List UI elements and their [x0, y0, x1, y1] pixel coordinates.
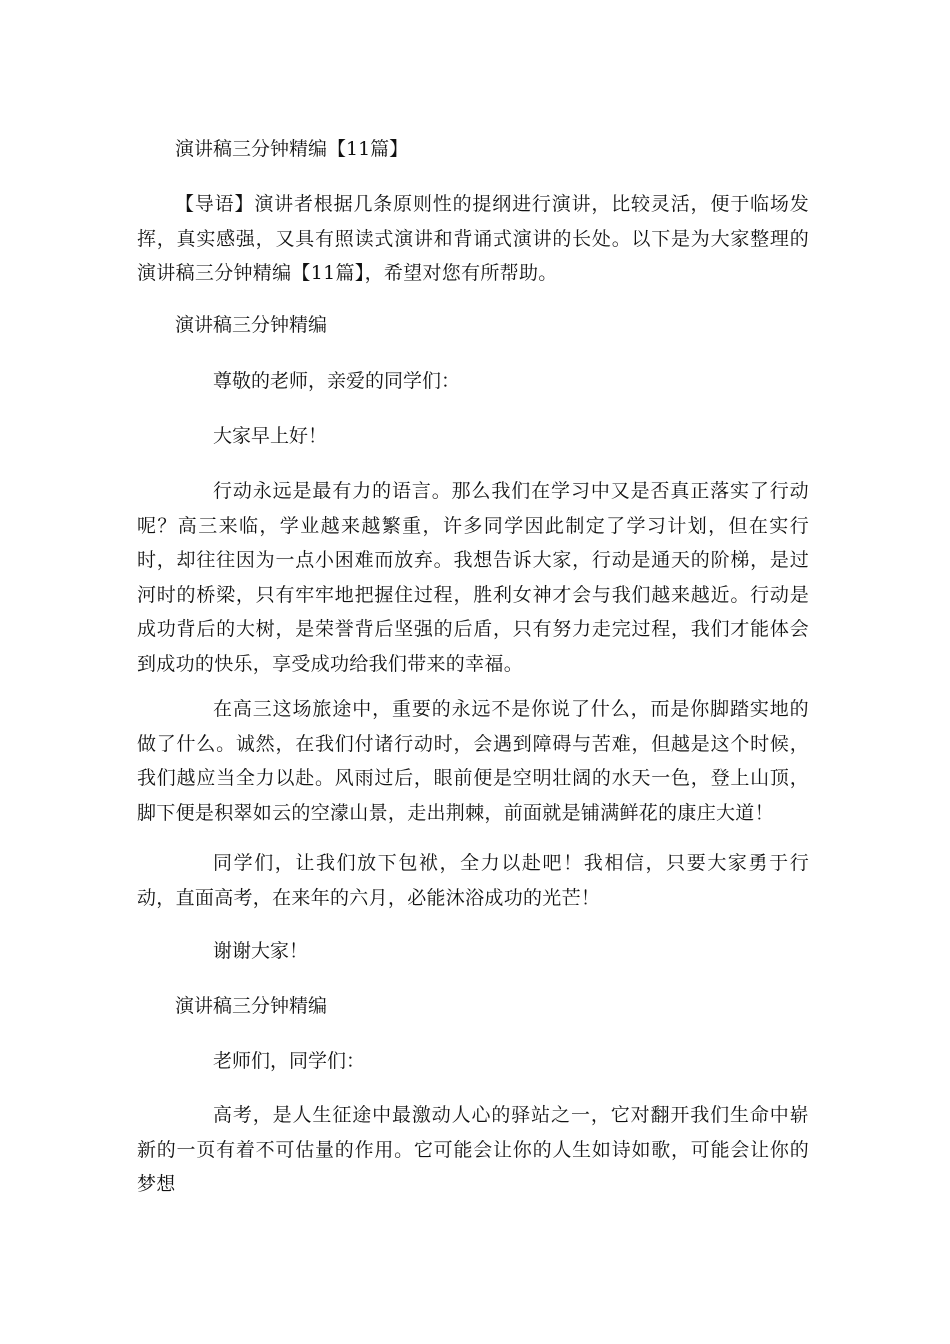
- speech1-salutation: 尊敬的老师，亲爱的同学们：: [213, 370, 461, 392]
- intro-paragraph: 【导语】演讲者根据几条原则性的提纲进行演讲，比较灵活，便于临场发挥，真实感强，又具有照读式演讲和背诵式演讲的长处。以下是为大家整理的演讲稿三分钟精编【11篇】，希望对您有所帮助。: [137, 193, 809, 284]
- speech1-heading: 演讲稿三分钟精编: [175, 314, 328, 336]
- speech1-greeting: 大家早上好！: [213, 425, 328, 447]
- speech1-paragraph-2: 在高三这场旅途中，重要的永远不是你说了什么，而是你脚踏实地的做了什么。诚然，在我们付诸行动时，会遇到障碍与苦难，但越是这个时候，我们越应当全力以赴。风雨过后，眼前便是空明壮阔的水天一色，登上山顶，脚下便是积翠如云的空濛山景，走出荆棘，前面就是铺满鲜花的康庄大道！: [137, 698, 809, 824]
- speech1-closing: 谢谢大家！: [213, 940, 309, 962]
- speech2-paragraph-1: 高考，是人生征途中最激动人心的驿站之一，它对翻开我们生命中崭新的一页有着不可估量的作用。它可能会让你的人生如诗如歌，可能会让你的梦想: [137, 1104, 809, 1195]
- document-title: 演讲稿三分钟精编【11篇】: [175, 138, 409, 160]
- speech2-salutation: 老师们，同学们：: [213, 1050, 366, 1072]
- speech1-paragraph-3: 同学们，让我们放下包袱，全力以赴吧！我相信，只要大家勇于行动，直面高考，在来年的六月，必能沐浴成功的光芒！: [137, 852, 809, 909]
- speech1-paragraph-1: 行动永远是最有力的语言。那么我们在学习中又是否真正落实了行动呢？高三来临，学业越来越繁重，许多同学因此制定了学习计划，但在实行时，却往往因为一点小困难而放弃。我想告诉大家，行动是通天的阶梯，是过河时的桥梁，只有牢牢地把握住过程，胜利女神才会与我们越来越近。行动是成功背后的大树，是荣誉背后坚强的后盾，只有努力走完过程，我们才能体会到成功的快乐，享受成功给我们带来的幸福。: [137, 480, 809, 675]
- speech2-heading: 演讲稿三分钟精编: [175, 995, 328, 1017]
